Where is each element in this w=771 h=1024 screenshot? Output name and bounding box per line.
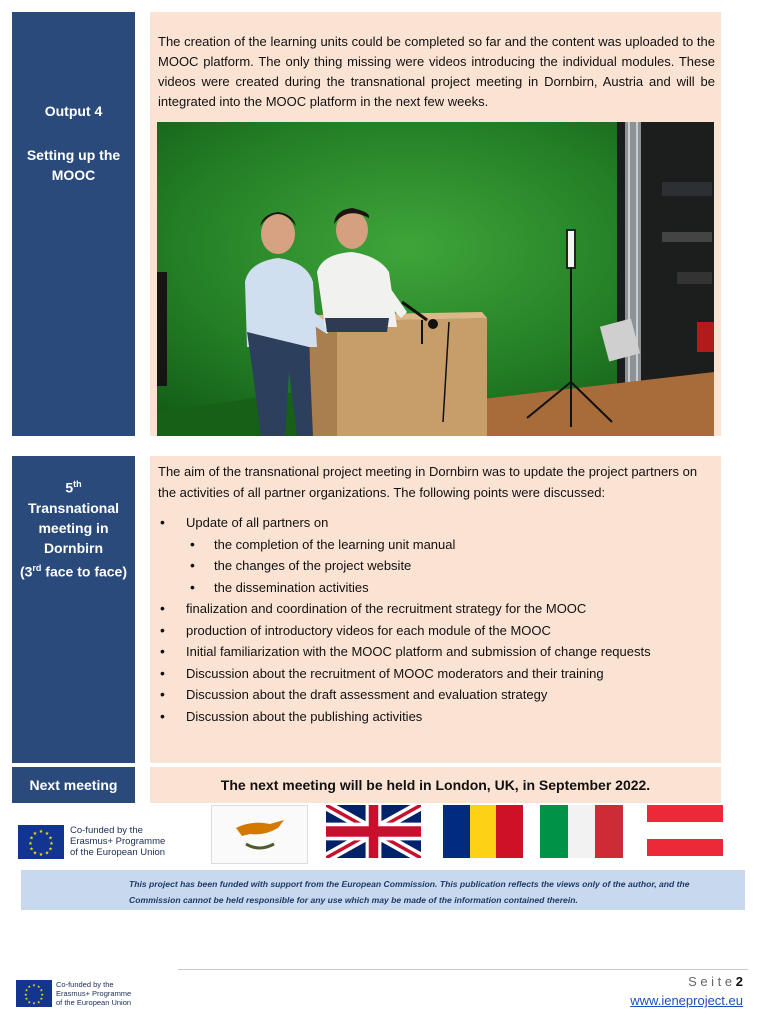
- svg-text:★: ★: [32, 1000, 36, 1006]
- eu-line-3: of the European Union: [70, 847, 166, 858]
- svg-text:★: ★: [39, 996, 44, 1002]
- svg-text:★: ★: [49, 841, 54, 847]
- austria-flag-icon: [647, 805, 723, 856]
- page-number-value: 2: [735, 974, 743, 989]
- svg-text:★: ★: [39, 987, 44, 993]
- meeting5-number: 5th: [65, 479, 82, 496]
- svg-text:★: ★: [28, 841, 33, 847]
- svg-text:★: ★: [32, 982, 36, 988]
- svg-text:★: ★: [32, 831, 38, 837]
- meeting5-side-label: [12, 456, 135, 763]
- list-item: • Update of all partners on: [158, 512, 718, 534]
- page-number: [688, 974, 743, 989]
- cyprus-flag-icon: [211, 805, 308, 864]
- svg-text:★: ★: [27, 999, 32, 1005]
- next-meeting-label: Next meeting: [12, 767, 135, 803]
- list-item: • Discussion about the draft assessment and evaluation strategy: [158, 684, 718, 706]
- output4-panel: [150, 12, 721, 436]
- green-screen-photo: [157, 122, 714, 436]
- eu-flag-icon: [18, 825, 64, 859]
- svg-text:★: ★: [24, 987, 29, 993]
- svg-text:★: ★: [44, 831, 50, 837]
- svg-text:★: ★: [27, 984, 32, 990]
- italy-flag-icon: [540, 805, 623, 858]
- list-item: • finalization and coordination of the recruitment strategy for the MOOC: [158, 598, 718, 620]
- list-item: • production of introductory videos for each module of the MOOC: [158, 620, 718, 642]
- list-item: • Discussion about the recruitment of MOOC moderators and their training: [158, 663, 718, 685]
- output4-paragraph: The creation of the learning units could be completed so far and the content was uploaded to the MOOC platform. The only thing missing were videos introducing the individual modules. These videos were created during the transnational project meeting in Dornbirn, Austria and will be integrated into the MOOC platform in the next few weeks.: [158, 34, 715, 109]
- footer-eu-line-3: of the European Union: [56, 998, 132, 1007]
- svg-text:★: ★: [24, 996, 29, 1002]
- svg-text:★: ★: [36, 999, 41, 1005]
- list-item: • Discussion about the publishing activities: [158, 706, 718, 728]
- output4-subtitle: Setting up the MOOC: [26, 147, 121, 183]
- eu-cofunded-logo: [18, 823, 178, 861]
- funding-disclaimer: This project has been funded with support from the European Commission. This publication reflects the views only of the author, and the Commission cannot be held responsible for any use which may be made of the information contained therein.: [21, 870, 745, 910]
- footer-eu-logo: [16, 980, 146, 1010]
- list-item: • the changes of the project website: [158, 555, 718, 577]
- list-item: • Initial familiarization with the MOOC platform and submission of change requests: [158, 641, 718, 663]
- next-meeting-panel: [150, 767, 721, 803]
- meeting5-title: Transnational meeting in Dornbirn: [27, 499, 120, 556]
- meeting5-intro: The aim of the transnational project meeting in Dornbirn was to update the project partners on the activities of all partner organizations. The following points were discussed:: [158, 464, 698, 500]
- svg-text:★: ★: [36, 984, 41, 990]
- svg-text:★: ★: [48, 846, 53, 853]
- svg-text:★: ★: [32, 850, 38, 857]
- list-item: • the dissemination activities: [158, 577, 718, 599]
- seite-label: S e i t e: [688, 974, 733, 989]
- svg-text:★: ★: [29, 835, 34, 842]
- svg-text:★: ★: [29, 846, 34, 853]
- next-meeting-text: The next meeting will be held in London, UK, in September 2022.: [220, 777, 651, 793]
- svg-text:★: ★: [38, 829, 44, 835]
- eu-line-1: Co-funded by the: [70, 825, 143, 836]
- meeting5-subtitle: (3rd face to face): [19, 562, 128, 580]
- output4-title: Output 4: [44, 103, 103, 119]
- project-website-link[interactable]: www.ieneproject.eu: [630, 993, 743, 1008]
- svg-text:★: ★: [48, 835, 53, 842]
- footer-divider: [178, 969, 748, 970]
- discussion-points-list: [158, 512, 718, 727]
- svg-text:★: ★: [38, 852, 44, 858]
- eu-line-2: Erasmus+ Programme: [70, 836, 166, 847]
- uk-flag-icon: [326, 805, 421, 858]
- svg-text:★: ★: [40, 991, 44, 997]
- svg-text:★: ★: [24, 991, 28, 997]
- svg-text:★: ★: [44, 850, 50, 857]
- romania-flag-icon: [443, 805, 523, 858]
- footer-eu-line-1: Co-funded by the: [56, 980, 114, 989]
- footer-eu-line-2: Erasmus+ Programme: [56, 989, 132, 998]
- eu-flag-icon: [16, 980, 52, 1007]
- output4-side-label: [12, 12, 135, 436]
- list-item: • the completion of the learning unit manual: [158, 534, 718, 556]
- meeting5-panel: [150, 456, 721, 763]
